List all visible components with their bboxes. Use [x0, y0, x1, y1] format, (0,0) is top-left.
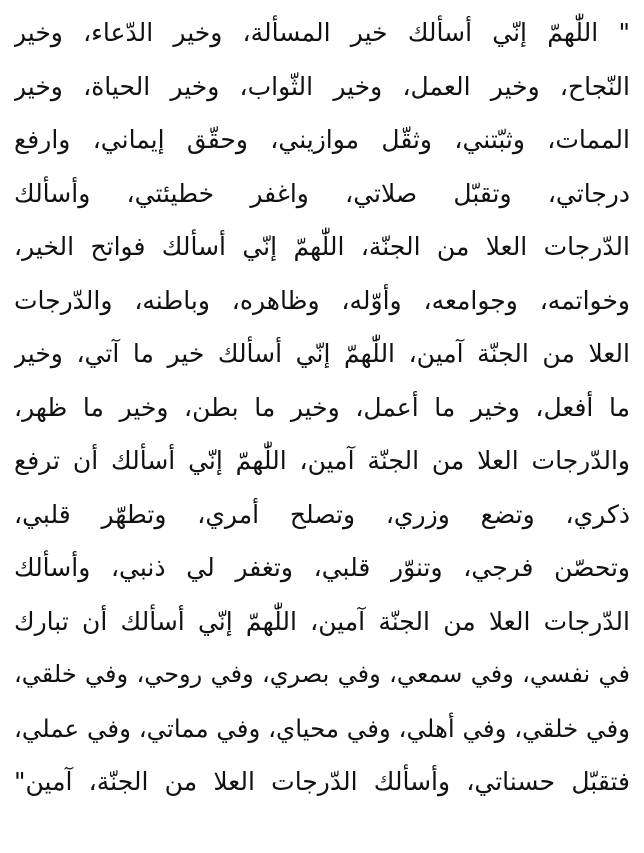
text-line-3: الممات، وثبّتني، وثقّل موازيني، وحقّق إيماني، وارفع — [14, 125, 630, 154]
text-line-8: ما أفعل، وخير ما أعمل، وخير ما بطن، وخير ما ظهر، — [14, 392, 630, 422]
text-line-13: في نفسي، وفي سمعي، وفي بصري، وفي روحي، وفي خلقي، — [14, 660, 630, 688]
text-line-15: فتقبّل حسناتي، وأسألك الدّرجات العلا من الجنّة، آمين" — [14, 767, 630, 796]
text-line-10: ذكري، وتضع وزري، وتصلح أمري، وتطهّر قلبي، — [14, 499, 630, 529]
text-line-12: الدّرجات العلا من الجنّة آمين، اللّٰهمّ إنّي أسألك أن تبارك — [14, 606, 630, 636]
text-line-5: الدّرجات العلا من الجنّة، اللّٰهمّ إنّي أسألك فواتح الخير، — [14, 232, 630, 261]
text-line-9: والدّرجات العلا من الجنّة آمين، اللّٰهمّ إنّي أسألك أن ترفع — [14, 446, 630, 475]
text-line-1: " اللّٰهمّ إنّي أسألك خير المسألة، وخير الدّعاء، وخير — [14, 18, 630, 47]
text-line-14: وفي خلقي، وفي أهلي، وفي محياي، وفي مماتي، وفي عملي، — [14, 713, 630, 743]
text-line-4: درجاتي، وتقبّل صلاتي، واغفر خطيئتي، وأسألك — [14, 178, 630, 208]
text-line-2: النّجاح، وخير العمل، وخير الثّواب، وخير الحياة، وخير — [14, 71, 630, 101]
text-line-7: العلا من الجنّة آمين، اللّٰهمّ إنّي أسألك خير ما آتي، وخير — [14, 339, 630, 368]
text-line-11: وتحصّن فرجي، وتنوّر قلبي، وتغفر لي ذنبي، وأسألك — [14, 553, 630, 582]
supplication-text — [14, 6, 630, 809]
text-line-6: وخواتمه، وجوامعه، وأوّله، وظاهره، وباطنه، والدّرجات — [14, 285, 630, 315]
